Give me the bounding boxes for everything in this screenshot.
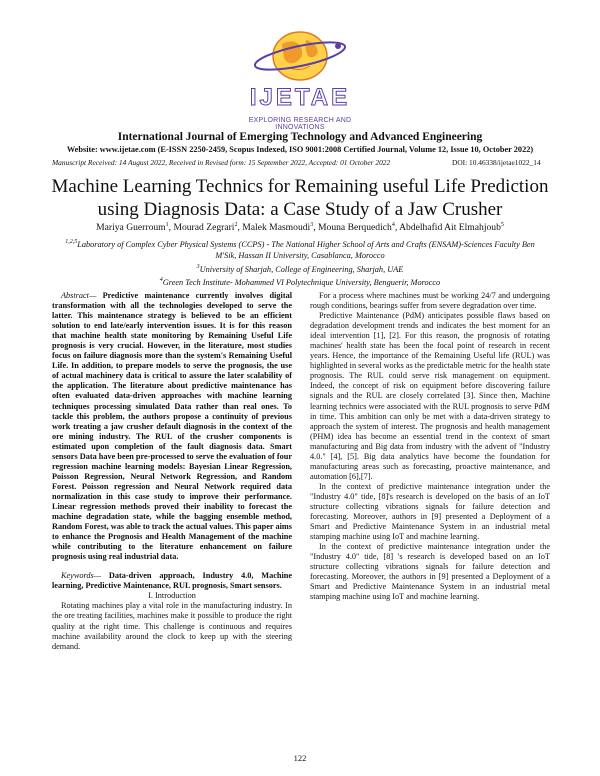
left-column xyxy=(52,291,292,652)
right-column xyxy=(310,291,550,602)
author-sup: 2 xyxy=(234,222,238,228)
author-sup: 1 xyxy=(165,222,169,228)
abstract-text: Predictive maintenance currently involves digital transformation with all the technologies developed to serve the latter. This maintenance strategy is believed to be an efficient solution to end late/early intervention issues. It is for this reason that machine health state monitoring by Remaining Useful Life prognosis is very crucial. However, in the literature, most studies focus on failure diagnosis more than the system's Remaining Useful Life. In addition, to prepare models to serve the prognosis, the use of actual machinery data is critical to assure the later scalability of the application. The literature about predictive maintenance has often evaluated data-driven approaches with machine learning techniques processing simulated Data rather than real ones. To tackle this problem, the authors propose a continuity of previous work treating a jaw crusher default diagnosis in the context of the ore mining industry. The RUL of the crusher components is estimated upon completion of the fault diagnosis data. Smart sensors Data have been pre-processed to serve the evaluation of four regression machine learning models: Bayesian Linear Regression, Poisson Regression, Neural Network Regression, and Random Forest. Poisson regression and Neural Network required data normalization in this case study to improve their performance. Linear regression methods proved their inability to forecast the machine degradation state, while the bagging ensemble method, Random Forest, was able to track the actual values. This paper aims to enhance the Prognosis and Health Management of the machine while contributing to the literature enhancement on failure prognosis using real industrial data. xyxy=(52,291,292,562)
affiliations xyxy=(60,237,540,289)
doi: DOI: 10.46338/ijetae1022_14 xyxy=(452,158,541,167)
author-name: Abdelhafid Ait Elmahjoub xyxy=(399,222,501,234)
journal-logo xyxy=(244,16,356,131)
logo-tagline: EXPLORING RESEARCH AND INNOVATIONS xyxy=(248,117,352,131)
affiliation-text: Laboratory of Complex Cyber Physical Systems (CCPS) - The National Higher School of Arts and Crafts (ENSAM)-Sciences Faculty Ben M'Sik, Hassan II University, Casablanca, Morocco xyxy=(77,239,535,261)
author-sup: 5 xyxy=(500,222,504,228)
paragraph: For a process where machines must be working 24/7 and undergoing rough conditions, bearings suffer from severe degradation over time. xyxy=(310,291,550,311)
affiliation xyxy=(60,275,540,288)
paragraph: Rotating machines play a vital role in the manufacturing industry. In the ore treating facilities, machines make it possible to produce the right quality at the right time. This challenge is continuous and requires machine availability around the clock to keep up with the steering demand. xyxy=(52,601,292,651)
paragraph: In the context of predictive maintenance integration under the "Industry 4.0" tide, [8] 's research is developed based on an IoT structure collecting vibrations signals for failure detection and forecasting. Moreover, the authors in [9] presented a Deployment of a Smart and Predictive Maintenance System in an industrial metal stamping machine using IoT and machine learning. xyxy=(310,542,550,602)
journal-website-line: Website: www.ijetae.com (E-ISSN 2250-2459, Scopus Indexed, ISO 9001:2008 Certified Journal, Volume 12, Issue 10, October 2022) xyxy=(66,145,534,154)
abstract xyxy=(52,291,292,562)
keywords-label: Keywords— xyxy=(61,571,102,581)
section-heading-introduction: I. Introduction xyxy=(148,591,196,601)
affiliation-sup: 1,2,5 xyxy=(65,239,78,245)
journal-name: International Journal of Emerging Technology and Advanced Engineering xyxy=(117,131,483,143)
page-number: 122 xyxy=(293,753,307,763)
affiliation xyxy=(60,262,540,275)
keywords xyxy=(52,571,292,591)
abstract-label: Abstract— xyxy=(61,291,97,300)
affiliation-text: University of Sharjah, College of Engineering, Sharjah, UAE xyxy=(199,264,404,274)
paragraph: Predictive Maintenance (PdM) anticipates possible flaws based on degradation development trends and indicates the best moment for an ideal intervention [1], [2]. For this reason, the prognosis of rotating machines' health state has been the focal point of research in recent years. Hence, the importance of the Remaining Useful life (RUL) was highlighted in several works as the predictable metric for the health state prognosis. The RUL could serve risk management on equipment. Indeed, the concept of risk on equipment before discovering failure signals and the RUL are closely correlated [3]. Since then, Machine learning technics were associated with the RUL prognosis to serve PdM in time. This ambition can only be met with a data-driven strategy to approach the system of interest. The prognosis and health management (PHM) idea has become an essential trend in the context of smart manufacturing and Big data from industry with the advent of "Industry 4.0." [4], [5]. Big data analytics have become the foundation for manufacturing areas such as forecasting, proactive maintenance, and automation [6],[7]. xyxy=(310,311,550,481)
author-sup: 4 xyxy=(391,222,395,228)
manuscript-history: Manuscript Received: 14 August 2022, Received in Revised form: 15 September 2022, Accepted: 01 October 2022 xyxy=(52,158,391,167)
paper-title: Machine Learning Technics for Remaining useful Life Prediction using Diagnosis Data: a Case Study of a Jaw Crusher xyxy=(51,176,549,220)
keywords-text: Data-driven approach, Industry 4.0, Machine learning, Predictive Maintenance, RUL prognosis, Smart sensors. xyxy=(52,571,292,591)
author-name: Mouna Berquedich xyxy=(318,222,392,234)
affiliation-sup: 4 xyxy=(159,277,163,284)
author-name: Mariya Guerroum xyxy=(96,222,166,234)
affiliation-sup: 3 xyxy=(196,263,200,270)
author-name: Malek Masmoudi xyxy=(242,222,311,234)
author-name: Mourad Zegrari xyxy=(173,222,235,234)
paragraph: In the context of predictive maintenance integration under the "Industry 4.0" tide, [8]'s research is developed on the basis of an IoT structure collecting vibrations signals for failure detection and forecasting. Moreover, authors in [9] presented a Deployment of a Smart and Predictive Maintenance System in an industrial metal stamping machine using IoT and machine learning. xyxy=(310,481,550,542)
author-list: Mariya Guerroum$^1$, Mourad Zegrari$^2$, Malek Masmoudi$^3$, Mouna Berquedich$^4$, Abdelhafid Ait Elmahjoub$^5$ xyxy=(96,222,504,234)
affiliation xyxy=(60,237,540,262)
logo-wordmark: IJETAE xyxy=(249,84,351,111)
author-sup: 3 xyxy=(310,222,314,228)
affiliation-text: Green Tech Institute- Mohammed VI Polytechnique University, Benguerir, Morocco xyxy=(162,278,441,288)
